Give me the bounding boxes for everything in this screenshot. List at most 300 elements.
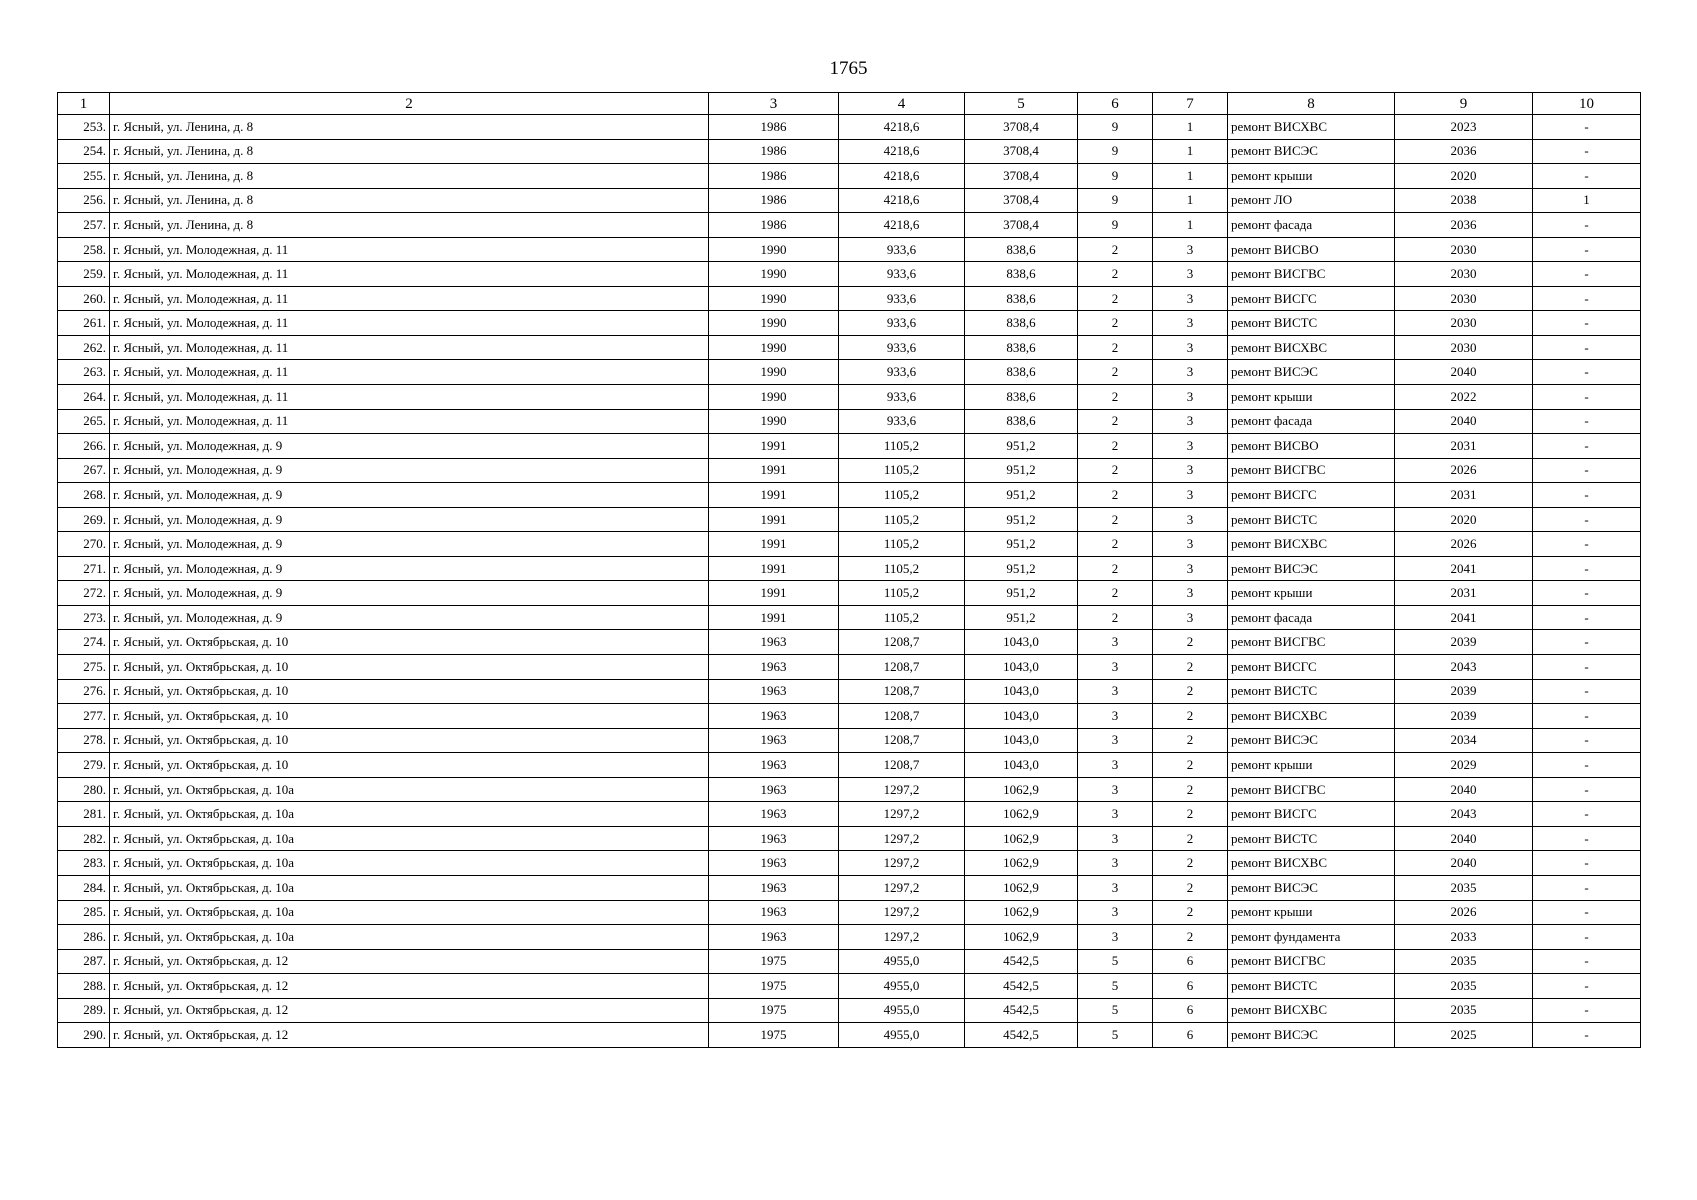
living-area-cell: 3708,4 bbox=[965, 139, 1078, 164]
living-area-cell: 951,2 bbox=[965, 483, 1078, 508]
planned-year-cell: 2023 bbox=[1395, 115, 1533, 140]
registry-table bbox=[57, 92, 1641, 1048]
entrances-cell: 2 bbox=[1153, 925, 1228, 950]
floors-cell: 2 bbox=[1078, 581, 1153, 606]
total-area-cell: 4955,0 bbox=[839, 998, 965, 1023]
year-built-cell: 1963 bbox=[709, 900, 839, 925]
floors-cell: 5 bbox=[1078, 949, 1153, 974]
entrances-cell: 3 bbox=[1153, 286, 1228, 311]
note-cell: - bbox=[1533, 532, 1641, 557]
living-area-cell: 1043,0 bbox=[965, 679, 1078, 704]
planned-year-cell: 2035 bbox=[1395, 949, 1533, 974]
floors-cell: 2 bbox=[1078, 409, 1153, 434]
table-row bbox=[58, 655, 1641, 680]
address-cell: г. Ясный, ул. Молодежная, д. 11 bbox=[110, 385, 709, 410]
planned-year-cell: 2025 bbox=[1395, 1023, 1533, 1048]
entrances-cell: 3 bbox=[1153, 532, 1228, 557]
entrances-cell: 1 bbox=[1153, 139, 1228, 164]
note-cell: - bbox=[1533, 851, 1641, 876]
row-number-cell: 289. bbox=[58, 998, 110, 1023]
table-row bbox=[58, 335, 1641, 360]
total-area-cell: 1105,2 bbox=[839, 605, 965, 630]
planned-year-cell: 2036 bbox=[1395, 139, 1533, 164]
work-type-cell: ремонт ВИСГВС bbox=[1228, 949, 1395, 974]
living-area-cell: 838,6 bbox=[965, 385, 1078, 410]
floors-cell: 9 bbox=[1078, 139, 1153, 164]
total-area-cell: 4218,6 bbox=[839, 115, 965, 140]
note-cell: - bbox=[1533, 704, 1641, 729]
floors-cell: 5 bbox=[1078, 974, 1153, 999]
row-number-cell: 259. bbox=[58, 262, 110, 287]
living-area-cell: 3708,4 bbox=[965, 164, 1078, 189]
note-cell: - bbox=[1533, 605, 1641, 630]
work-type-cell: ремонт ЛО bbox=[1228, 188, 1395, 213]
work-type-cell: ремонт ВИСТС bbox=[1228, 679, 1395, 704]
table-row bbox=[58, 605, 1641, 630]
living-area-cell: 4542,5 bbox=[965, 949, 1078, 974]
year-built-cell: 1990 bbox=[709, 335, 839, 360]
note-cell: - bbox=[1533, 802, 1641, 827]
entrances-cell: 2 bbox=[1153, 630, 1228, 655]
living-area-cell: 1043,0 bbox=[965, 630, 1078, 655]
note-cell: - bbox=[1533, 483, 1641, 508]
note-cell: - bbox=[1533, 262, 1641, 287]
note-cell: - bbox=[1533, 335, 1641, 360]
row-number-cell: 281. bbox=[58, 802, 110, 827]
planned-year-cell: 2029 bbox=[1395, 753, 1533, 778]
row-number-cell: 255. bbox=[58, 164, 110, 189]
total-area-cell: 1297,2 bbox=[839, 851, 965, 876]
total-area-cell: 4218,6 bbox=[839, 213, 965, 238]
year-built-cell: 1991 bbox=[709, 483, 839, 508]
floors-cell: 9 bbox=[1078, 213, 1153, 238]
table-row bbox=[58, 237, 1641, 262]
planned-year-cell: 2026 bbox=[1395, 900, 1533, 925]
total-area-cell: 4218,6 bbox=[839, 164, 965, 189]
living-area-cell: 4542,5 bbox=[965, 998, 1078, 1023]
entrances-cell: 2 bbox=[1153, 826, 1228, 851]
work-type-cell: ремонт ВИСТС bbox=[1228, 974, 1395, 999]
planned-year-cell: 2040 bbox=[1395, 826, 1533, 851]
work-type-cell: ремонт ВИСХВС bbox=[1228, 115, 1395, 140]
table-row bbox=[58, 409, 1641, 434]
planned-year-cell: 2022 bbox=[1395, 385, 1533, 410]
total-area-cell: 4218,6 bbox=[839, 139, 965, 164]
note-cell: - bbox=[1533, 753, 1641, 778]
living-area-cell: 951,2 bbox=[965, 605, 1078, 630]
total-area-cell: 933,6 bbox=[839, 409, 965, 434]
total-area-cell: 1105,2 bbox=[839, 581, 965, 606]
entrances-cell: 3 bbox=[1153, 409, 1228, 434]
entrances-cell: 3 bbox=[1153, 360, 1228, 385]
living-area-cell: 951,2 bbox=[965, 458, 1078, 483]
work-type-cell: ремонт крыши bbox=[1228, 753, 1395, 778]
living-area-cell: 838,6 bbox=[965, 360, 1078, 385]
note-cell: - bbox=[1533, 139, 1641, 164]
address-cell: г. Ясный, ул. Молодежная, д. 9 bbox=[110, 483, 709, 508]
floors-cell: 2 bbox=[1078, 483, 1153, 508]
work-type-cell: ремонт ВИСГВС bbox=[1228, 777, 1395, 802]
total-area-cell: 1105,2 bbox=[839, 483, 965, 508]
floors-cell: 3 bbox=[1078, 925, 1153, 950]
table-body bbox=[58, 115, 1641, 1048]
note-cell: - bbox=[1533, 1023, 1641, 1048]
address-cell: г. Ясный, ул. Молодежная, д. 9 bbox=[110, 434, 709, 459]
table-header bbox=[58, 93, 1641, 115]
total-area-cell: 933,6 bbox=[839, 360, 965, 385]
row-number-cell: 263. bbox=[58, 360, 110, 385]
year-built-cell: 1963 bbox=[709, 925, 839, 950]
row-number-cell: 261. bbox=[58, 311, 110, 336]
work-type-cell: ремонт ВИСГВС bbox=[1228, 630, 1395, 655]
floors-cell: 2 bbox=[1078, 532, 1153, 557]
address-cell: г. Ясный, ул. Октябрьская, д. 10 bbox=[110, 704, 709, 729]
column-header-1: 1 bbox=[58, 93, 110, 115]
total-area-cell: 933,6 bbox=[839, 237, 965, 262]
work-type-cell: ремонт ВИСГВС bbox=[1228, 262, 1395, 287]
floors-cell: 2 bbox=[1078, 434, 1153, 459]
year-built-cell: 1975 bbox=[709, 998, 839, 1023]
year-built-cell: 1963 bbox=[709, 679, 839, 704]
row-number-cell: 254. bbox=[58, 139, 110, 164]
address-cell: г. Ясный, ул. Молодежная, д. 11 bbox=[110, 335, 709, 360]
row-number-cell: 272. bbox=[58, 581, 110, 606]
total-area-cell: 1297,2 bbox=[839, 826, 965, 851]
row-number-cell: 276. bbox=[58, 679, 110, 704]
planned-year-cell: 2039 bbox=[1395, 679, 1533, 704]
total-area-cell: 1297,2 bbox=[839, 777, 965, 802]
living-area-cell: 1043,0 bbox=[965, 704, 1078, 729]
year-built-cell: 1975 bbox=[709, 1023, 839, 1048]
address-cell: г. Ясный, ул. Молодежная, д. 11 bbox=[110, 360, 709, 385]
entrances-cell: 3 bbox=[1153, 507, 1228, 532]
year-built-cell: 1990 bbox=[709, 360, 839, 385]
address-cell: г. Ясный, ул. Молодежная, д. 9 bbox=[110, 507, 709, 532]
column-header-7: 7 bbox=[1153, 93, 1228, 115]
header-row bbox=[58, 93, 1641, 115]
entrances-cell: 6 bbox=[1153, 998, 1228, 1023]
living-area-cell: 4542,5 bbox=[965, 974, 1078, 999]
planned-year-cell: 2026 bbox=[1395, 458, 1533, 483]
work-type-cell: ремонт ВИСЭС bbox=[1228, 1023, 1395, 1048]
entrances-cell: 2 bbox=[1153, 777, 1228, 802]
note-cell: - bbox=[1533, 164, 1641, 189]
total-area-cell: 1208,7 bbox=[839, 630, 965, 655]
year-built-cell: 1963 bbox=[709, 704, 839, 729]
address-cell: г. Ясный, ул. Молодежная, д. 9 bbox=[110, 458, 709, 483]
work-type-cell: ремонт крыши bbox=[1228, 385, 1395, 410]
year-built-cell: 1963 bbox=[709, 728, 839, 753]
entrances-cell: 2 bbox=[1153, 753, 1228, 778]
row-number-cell: 279. bbox=[58, 753, 110, 778]
year-built-cell: 1963 bbox=[709, 753, 839, 778]
planned-year-cell: 2031 bbox=[1395, 483, 1533, 508]
floors-cell: 5 bbox=[1078, 998, 1153, 1023]
living-area-cell: 951,2 bbox=[965, 556, 1078, 581]
total-area-cell: 1208,7 bbox=[839, 655, 965, 680]
address-cell: г. Ясный, ул. Октябрьская, д. 10 bbox=[110, 630, 709, 655]
entrances-cell: 6 bbox=[1153, 974, 1228, 999]
floors-cell: 3 bbox=[1078, 826, 1153, 851]
address-cell: г. Ясный, ул. Октябрьская, д. 10 bbox=[110, 728, 709, 753]
entrances-cell: 2 bbox=[1153, 704, 1228, 729]
work-type-cell: ремонт ВИСЭС bbox=[1228, 139, 1395, 164]
planned-year-cell: 2020 bbox=[1395, 164, 1533, 189]
note-cell: - bbox=[1533, 286, 1641, 311]
address-cell: г. Ясный, ул. Октябрьская, д. 12 bbox=[110, 998, 709, 1023]
living-area-cell: 3708,4 bbox=[965, 188, 1078, 213]
work-type-cell: ремонт ВИСЭС bbox=[1228, 728, 1395, 753]
note-cell: - bbox=[1533, 115, 1641, 140]
planned-year-cell: 2040 bbox=[1395, 409, 1533, 434]
entrances-cell: 3 bbox=[1153, 434, 1228, 459]
planned-year-cell: 2039 bbox=[1395, 704, 1533, 729]
address-cell: г. Ясный, ул. Октябрьская, д. 10а bbox=[110, 802, 709, 827]
column-header-3: 3 bbox=[709, 93, 839, 115]
floors-cell: 3 bbox=[1078, 851, 1153, 876]
total-area-cell: 1297,2 bbox=[839, 802, 965, 827]
note-cell: - bbox=[1533, 556, 1641, 581]
address-cell: г. Ясный, ул. Молодежная, д. 11 bbox=[110, 262, 709, 287]
table-row bbox=[58, 581, 1641, 606]
entrances-cell: 1 bbox=[1153, 164, 1228, 189]
year-built-cell: 1990 bbox=[709, 237, 839, 262]
living-area-cell: 951,2 bbox=[965, 434, 1078, 459]
floors-cell: 3 bbox=[1078, 704, 1153, 729]
address-cell: г. Ясный, ул. Ленина, д. 8 bbox=[110, 139, 709, 164]
living-area-cell: 838,6 bbox=[965, 237, 1078, 262]
entrances-cell: 2 bbox=[1153, 728, 1228, 753]
entrances-cell: 2 bbox=[1153, 851, 1228, 876]
entrances-cell: 2 bbox=[1153, 679, 1228, 704]
year-built-cell: 1963 bbox=[709, 802, 839, 827]
column-header-10: 10 bbox=[1533, 93, 1641, 115]
work-type-cell: ремонт ВИСТС bbox=[1228, 311, 1395, 336]
living-area-cell: 1043,0 bbox=[965, 753, 1078, 778]
planned-year-cell: 2020 bbox=[1395, 507, 1533, 532]
year-built-cell: 1991 bbox=[709, 605, 839, 630]
floors-cell: 3 bbox=[1078, 679, 1153, 704]
total-area-cell: 1297,2 bbox=[839, 900, 965, 925]
address-cell: г. Ясный, ул. Ленина, д. 8 bbox=[110, 115, 709, 140]
floors-cell: 3 bbox=[1078, 802, 1153, 827]
table-row bbox=[58, 925, 1641, 950]
table-row bbox=[58, 385, 1641, 410]
entrances-cell: 3 bbox=[1153, 605, 1228, 630]
table-row bbox=[58, 213, 1641, 238]
planned-year-cell: 2031 bbox=[1395, 434, 1533, 459]
address-cell: г. Ясный, ул. Ленина, д. 8 bbox=[110, 213, 709, 238]
note-cell: - bbox=[1533, 679, 1641, 704]
table-row bbox=[58, 139, 1641, 164]
note-cell: - bbox=[1533, 581, 1641, 606]
row-number-cell: 253. bbox=[58, 115, 110, 140]
note-cell: - bbox=[1533, 900, 1641, 925]
year-built-cell: 1991 bbox=[709, 507, 839, 532]
table-row bbox=[58, 360, 1641, 385]
living-area-cell: 838,6 bbox=[965, 286, 1078, 311]
planned-year-cell: 2043 bbox=[1395, 655, 1533, 680]
column-header-2: 2 bbox=[110, 93, 709, 115]
entrances-cell: 2 bbox=[1153, 900, 1228, 925]
address-cell: г. Ясный, ул. Октябрьская, д. 10 bbox=[110, 753, 709, 778]
note-cell: - bbox=[1533, 360, 1641, 385]
table-row bbox=[58, 286, 1641, 311]
table-row bbox=[58, 458, 1641, 483]
total-area-cell: 4955,0 bbox=[839, 949, 965, 974]
floors-cell: 3 bbox=[1078, 875, 1153, 900]
work-type-cell: ремонт ВИСХВС bbox=[1228, 704, 1395, 729]
living-area-cell: 1062,9 bbox=[965, 851, 1078, 876]
planned-year-cell: 2039 bbox=[1395, 630, 1533, 655]
year-built-cell: 1986 bbox=[709, 115, 839, 140]
row-number-cell: 273. bbox=[58, 605, 110, 630]
total-area-cell: 933,6 bbox=[839, 335, 965, 360]
total-area-cell: 1105,2 bbox=[839, 556, 965, 581]
row-number-cell: 258. bbox=[58, 237, 110, 262]
table-row bbox=[58, 262, 1641, 287]
year-built-cell: 1990 bbox=[709, 311, 839, 336]
table-row bbox=[58, 875, 1641, 900]
row-number-cell: 256. bbox=[58, 188, 110, 213]
work-type-cell: ремонт ВИСЭС bbox=[1228, 875, 1395, 900]
page-number: 1765 bbox=[829, 58, 868, 79]
column-header-9: 9 bbox=[1395, 93, 1533, 115]
planned-year-cell: 2030 bbox=[1395, 237, 1533, 262]
entrances-cell: 3 bbox=[1153, 385, 1228, 410]
floors-cell: 2 bbox=[1078, 507, 1153, 532]
work-type-cell: ремонт ВИСЭС bbox=[1228, 556, 1395, 581]
living-area-cell: 951,2 bbox=[965, 507, 1078, 532]
year-built-cell: 1975 bbox=[709, 974, 839, 999]
address-cell: г. Ясный, ул. Октябрьская, д. 10а bbox=[110, 900, 709, 925]
table-row bbox=[58, 728, 1641, 753]
row-number-cell: 282. bbox=[58, 826, 110, 851]
floors-cell: 3 bbox=[1078, 777, 1153, 802]
floors-cell: 3 bbox=[1078, 655, 1153, 680]
entrances-cell: 1 bbox=[1153, 115, 1228, 140]
entrances-cell: 3 bbox=[1153, 262, 1228, 287]
row-number-cell: 290. bbox=[58, 1023, 110, 1048]
living-area-cell: 838,6 bbox=[965, 311, 1078, 336]
planned-year-cell: 2040 bbox=[1395, 777, 1533, 802]
table-row bbox=[58, 974, 1641, 999]
table-row bbox=[58, 532, 1641, 557]
year-built-cell: 1963 bbox=[709, 655, 839, 680]
address-cell: г. Ясный, ул. Октябрьская, д. 12 bbox=[110, 974, 709, 999]
address-cell: г. Ясный, ул. Октябрьская, д. 12 bbox=[110, 949, 709, 974]
work-type-cell: ремонт фундамента bbox=[1228, 925, 1395, 950]
address-cell: г. Ясный, ул. Ленина, д. 8 bbox=[110, 188, 709, 213]
note-cell: - bbox=[1533, 385, 1641, 410]
table-row bbox=[58, 679, 1641, 704]
work-type-cell: ремонт крыши bbox=[1228, 900, 1395, 925]
living-area-cell: 838,6 bbox=[965, 262, 1078, 287]
entrances-cell: 6 bbox=[1153, 1023, 1228, 1048]
row-number-cell: 264. bbox=[58, 385, 110, 410]
work-type-cell: ремонт фасада bbox=[1228, 213, 1395, 238]
planned-year-cell: 2038 bbox=[1395, 188, 1533, 213]
address-cell: г. Ясный, ул. Молодежная, д. 9 bbox=[110, 605, 709, 630]
living-area-cell: 838,6 bbox=[965, 409, 1078, 434]
living-area-cell: 1062,9 bbox=[965, 777, 1078, 802]
planned-year-cell: 2041 bbox=[1395, 556, 1533, 581]
row-number-cell: 262. bbox=[58, 335, 110, 360]
entrances-cell: 3 bbox=[1153, 483, 1228, 508]
row-number-cell: 266. bbox=[58, 434, 110, 459]
table-row bbox=[58, 753, 1641, 778]
table-row bbox=[58, 949, 1641, 974]
row-number-cell: 260. bbox=[58, 286, 110, 311]
table-row bbox=[58, 164, 1641, 189]
planned-year-cell: 2034 bbox=[1395, 728, 1533, 753]
total-area-cell: 1105,2 bbox=[839, 507, 965, 532]
row-number-cell: 280. bbox=[58, 777, 110, 802]
total-area-cell: 1297,2 bbox=[839, 925, 965, 950]
floors-cell: 3 bbox=[1078, 728, 1153, 753]
planned-year-cell: 2030 bbox=[1395, 311, 1533, 336]
planned-year-cell: 2031 bbox=[1395, 581, 1533, 606]
year-built-cell: 1986 bbox=[709, 164, 839, 189]
work-type-cell: ремонт ВИСГВС bbox=[1228, 458, 1395, 483]
planned-year-cell: 2030 bbox=[1395, 286, 1533, 311]
work-type-cell: ремонт ВИСТС bbox=[1228, 826, 1395, 851]
total-area-cell: 933,6 bbox=[839, 262, 965, 287]
total-area-cell: 933,6 bbox=[839, 311, 965, 336]
row-number-cell: 257. bbox=[58, 213, 110, 238]
planned-year-cell: 2040 bbox=[1395, 360, 1533, 385]
row-number-cell: 277. bbox=[58, 704, 110, 729]
row-number-cell: 267. bbox=[58, 458, 110, 483]
note-cell: - bbox=[1533, 655, 1641, 680]
address-cell: г. Ясный, ул. Молодежная, д. 9 bbox=[110, 556, 709, 581]
floors-cell: 2 bbox=[1078, 311, 1153, 336]
note-cell: - bbox=[1533, 458, 1641, 483]
work-type-cell: ремонт ВИСЭС bbox=[1228, 360, 1395, 385]
work-type-cell: ремонт крыши bbox=[1228, 581, 1395, 606]
work-type-cell: ремонт ВИСХВС bbox=[1228, 335, 1395, 360]
address-cell: г. Ясный, ул. Молодежная, д. 11 bbox=[110, 409, 709, 434]
table-row bbox=[58, 434, 1641, 459]
total-area-cell: 1208,7 bbox=[839, 728, 965, 753]
floors-cell: 2 bbox=[1078, 360, 1153, 385]
table-row bbox=[58, 851, 1641, 876]
note-cell: - bbox=[1533, 998, 1641, 1023]
column-header-4: 4 bbox=[839, 93, 965, 115]
planned-year-cell: 2036 bbox=[1395, 213, 1533, 238]
note-cell: - bbox=[1533, 925, 1641, 950]
entrances-cell: 3 bbox=[1153, 335, 1228, 360]
total-area-cell: 1208,7 bbox=[839, 753, 965, 778]
floors-cell: 2 bbox=[1078, 458, 1153, 483]
address-cell: г. Ясный, ул. Октябрьская, д. 10а bbox=[110, 826, 709, 851]
table-row bbox=[58, 704, 1641, 729]
work-type-cell: ремонт фасада bbox=[1228, 409, 1395, 434]
note-cell: - bbox=[1533, 777, 1641, 802]
living-area-cell: 951,2 bbox=[965, 581, 1078, 606]
row-number-cell: 285. bbox=[58, 900, 110, 925]
total-area-cell: 4218,6 bbox=[839, 188, 965, 213]
year-built-cell: 1991 bbox=[709, 532, 839, 557]
entrances-cell: 3 bbox=[1153, 581, 1228, 606]
table-row bbox=[58, 483, 1641, 508]
planned-year-cell: 2041 bbox=[1395, 605, 1533, 630]
address-cell: г. Ясный, ул. Молодежная, д. 11 bbox=[110, 237, 709, 262]
living-area-cell: 1062,9 bbox=[965, 826, 1078, 851]
year-built-cell: 1990 bbox=[709, 385, 839, 410]
work-type-cell: ремонт ВИСВО bbox=[1228, 237, 1395, 262]
row-number-cell: 271. bbox=[58, 556, 110, 581]
